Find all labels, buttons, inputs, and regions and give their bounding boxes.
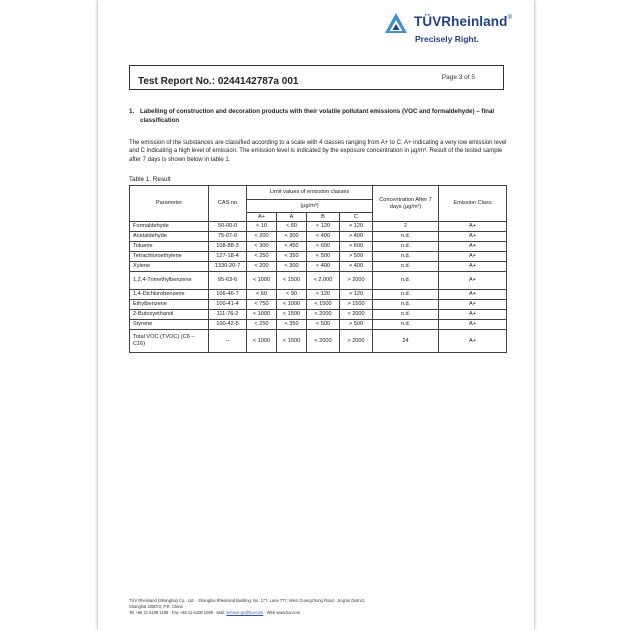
cell-limit-a: < 1000 — [277, 300, 307, 310]
cell-limit-c: > 120 — [340, 290, 373, 300]
cell-concentration: n.d. — [373, 310, 439, 320]
cell-limit-a: < 350 — [277, 252, 307, 262]
table-row — [130, 222, 507, 232]
cell-parameter: Tetrachloroethylene — [130, 252, 209, 262]
cell-emission-class: A+ — [439, 290, 507, 300]
cell-concentration: n.d. — [373, 252, 439, 262]
table-row-tvoc — [130, 330, 507, 353]
brand-name: TÜVRheinland® — [414, 14, 512, 29]
cell-limit-c: > 500 — [340, 252, 373, 262]
result-table — [129, 185, 507, 353]
cell-limit-aplus: < 1000 — [247, 310, 277, 320]
cell-emission-class: A+ — [439, 330, 507, 353]
cell-limit-aplus: < 750 — [247, 300, 277, 310]
cell-emission-class: A+ — [439, 232, 507, 242]
footer-contact-line — [129, 610, 514, 616]
cell-cas: 100-41-4 — [209, 300, 247, 310]
cell-parameter: Total VOC (TVOC) (C6 – C16) — [130, 330, 209, 353]
footer-email-link[interactable]: service-gc@tuv.com — [226, 610, 264, 615]
cell-limit-b: < 2000 — [307, 330, 340, 353]
table-row — [130, 262, 507, 272]
tuv-triangle-logo-icon — [384, 12, 408, 34]
header-class-aplus: A+ — [247, 213, 277, 222]
footer-web: · Web www.tuv.com — [263, 610, 301, 615]
cell-cas: -- — [209, 330, 247, 353]
header-concentration: Concentration After 7 days (µg/m³) — [373, 186, 439, 222]
header-emission-class: Emission Class — [439, 186, 507, 222]
cell-limit-c: > 600 — [340, 242, 373, 252]
table-row — [130, 300, 507, 310]
cell-parameter: Toluene — [130, 242, 209, 252]
cell-limit-b: < 500 — [307, 320, 340, 330]
cell-cas: 127-18-4 — [209, 252, 247, 262]
cell-limit-a: < 1500 — [277, 272, 307, 290]
header-cas: CAS no — [209, 186, 247, 222]
cell-parameter: Xylene — [130, 262, 209, 272]
report-page — [98, 0, 534, 630]
table-row — [130, 252, 507, 262]
header-class-b: B — [307, 213, 340, 222]
cell-concentration: 24 — [373, 330, 439, 353]
cell-limit-aplus: < 60 — [247, 290, 277, 300]
footer-city-line: Shanghai 200072, P.R. China — [129, 604, 183, 609]
footer-phone-fax: Tel +86 21 6108 1188 · Fax +86 21 6108 1099 · Mail: — [129, 610, 227, 615]
cell-limit-c: > 1500 — [340, 300, 373, 310]
tuv-logo — [384, 12, 534, 50]
table-row — [130, 242, 507, 252]
table-header-row — [130, 186, 507, 200]
cell-limit-a: < 450 — [277, 242, 307, 252]
cell-limit-aplus: < 200 — [247, 262, 277, 272]
footer-address-line: TÜV Rheinland (Shanghai) Co., Ltd. · Shanghai Rheinland Building, No. 177, Lane 777, West Guangzhong Road · Jing'an District, — [129, 598, 366, 603]
cell-cas: 108-88-3 — [209, 242, 247, 252]
cell-concentration: n.d. — [373, 232, 439, 242]
cell-limit-a: < 90 — [277, 290, 307, 300]
cell-limit-aplus: < 200 — [247, 232, 277, 242]
cell-limit-aplus: < 1000 — [247, 330, 277, 353]
cell-cas: 95-63-6 — [209, 272, 247, 290]
cell-limit-a: < 300 — [277, 232, 307, 242]
cell-limit-a: < 300 — [277, 262, 307, 272]
cell-concentration: n.d. — [373, 300, 439, 310]
cell-parameter: Formaldehyde — [130, 222, 209, 232]
cell-emission-class: A+ — [439, 242, 507, 252]
cell-parameter: Ethylbenzene — [130, 300, 209, 310]
cell-limit-c: > 400 — [340, 232, 373, 242]
cell-parameter: 2-Butoxyethanol — [130, 310, 209, 320]
cell-emission-class: A+ — [439, 262, 507, 272]
cell-parameter: 1,4-Dichlorobenzene — [130, 290, 209, 300]
cell-parameter: Styrene — [130, 320, 209, 330]
cell-emission-class: A+ — [439, 272, 507, 290]
cell-emission-class: A+ — [439, 222, 507, 232]
cell-limit-aplus: < 300 — [247, 242, 277, 252]
cell-parameter: Acetaldehyde — [130, 232, 209, 242]
cell-limit-c: > 2000 — [340, 310, 373, 320]
cell-limit-b: < 2000 — [307, 310, 340, 320]
cell-concentration: n.d. — [373, 272, 439, 290]
cell-limit-a: < 350 — [277, 320, 307, 330]
cell-cas: 100-42-5 — [209, 320, 247, 330]
cell-concentration: n.d. — [373, 262, 439, 272]
cell-cas: 111-76-2 — [209, 310, 247, 320]
cell-limit-c: > 2000 — [340, 272, 373, 290]
cell-concentration: n.d. — [373, 242, 439, 252]
page-number: Page 3 of 5 — [441, 74, 475, 81]
section-heading-text: Labelling of construction and decoration products with their volatile pollutant emissions (VOC and formaldehyde) – final classification — [140, 108, 495, 124]
header-limit-unit: (µg/m³) — [247, 200, 373, 213]
section-heading — [129, 107, 509, 125]
cell-limit-c: > 120 — [340, 222, 373, 232]
cell-cas: 50-00-0 — [209, 222, 247, 232]
cell-limit-b: < 120 — [307, 290, 340, 300]
report-title: Test Report No.: 0244142787a 001 — [138, 76, 299, 87]
cell-cas: 75-07-0 — [209, 232, 247, 242]
table-caption: Table 1. Result — [129, 176, 171, 183]
table-row — [130, 272, 507, 290]
cell-limit-b: < 120 — [307, 222, 340, 232]
cell-limit-b: < 400 — [307, 262, 340, 272]
header-parameter: Parameter — [130, 186, 209, 222]
cell-concentration: 2 — [373, 222, 439, 232]
header-class-c: C — [340, 213, 373, 222]
brand-slogan: Precisely Right. — [415, 34, 479, 44]
intro-paragraph: The emission of the substances are classified according to a scale with 4 classes ranging from A+ to C. A+ indicating a very low emission level and C indicating a high level of emission. The emission level is indicated by the exposure concentration in µg/m³. Result of the tested sample after 7 days is shown below in table 1. — [129, 140, 507, 163]
cell-limit-c: > 2000 — [340, 330, 373, 353]
cell-parameter: 1,2,4-Trimethylbenzene — [130, 272, 209, 290]
cell-cas: 1330-20-7 — [209, 262, 247, 272]
cell-limit-a: < 1500 — [277, 310, 307, 320]
cell-limit-c: > 500 — [340, 320, 373, 330]
cell-limit-b: < 400 — [307, 232, 340, 242]
cell-limit-a: < 1500 — [277, 330, 307, 353]
cell-limit-a: < 60 — [277, 222, 307, 232]
header-limit-title: Limit values of emission classes — [247, 186, 373, 200]
registered-mark: ® — [507, 15, 512, 21]
cell-emission-class: A+ — [439, 300, 507, 310]
cell-limit-b: < 500 — [307, 252, 340, 262]
table-row — [130, 310, 507, 320]
cell-limit-aplus: < 1000 — [247, 272, 277, 290]
cell-limit-b: < 1500 — [307, 300, 340, 310]
cell-limit-b: < 600 — [307, 242, 340, 252]
cell-limit-b: < 2,000 — [307, 272, 340, 290]
cell-emission-class: A+ — [439, 252, 507, 262]
cell-limit-aplus: < 250 — [247, 320, 277, 330]
header-class-a: A — [277, 213, 307, 222]
cell-emission-class: A+ — [439, 310, 507, 320]
cell-concentration: n.d. — [373, 320, 439, 330]
page-footer — [129, 598, 514, 616]
table-row — [130, 320, 507, 330]
table-row — [130, 290, 507, 300]
cell-concentration: n.d. — [373, 290, 439, 300]
cell-limit-aplus: < 250 — [247, 252, 277, 262]
cell-limit-aplus: < 10 — [247, 222, 277, 232]
report-header-box — [129, 65, 504, 90]
cell-emission-class: A+ — [439, 320, 507, 330]
table-row — [130, 232, 507, 242]
cell-cas: 106-46-7 — [209, 290, 247, 300]
cell-limit-c: > 400 — [340, 262, 373, 272]
section-number: 1. — [129, 108, 135, 115]
